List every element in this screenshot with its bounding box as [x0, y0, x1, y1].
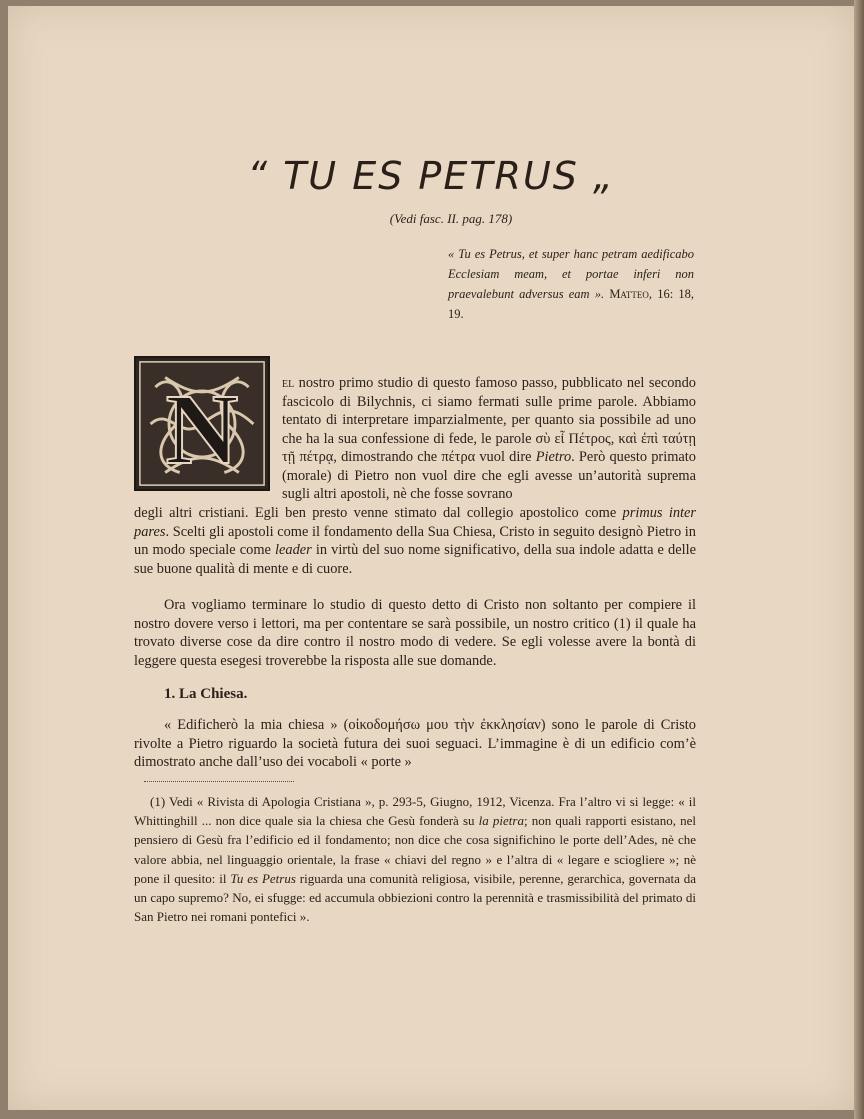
- document-page: [8, 6, 854, 1110]
- emphasis-primus: primus inter pares: [134, 505, 697, 540]
- footnote-emphasis-tu-es: Tu es Petrus: [230, 870, 296, 886]
- emphasis-pietro: Pietro: [535, 449, 572, 465]
- paragraph-1-cont-c: in virtù del suo nome significativo, della sua indole adatta e delle sue buone qualità di mente e di cuore.: [134, 542, 696, 577]
- paragraph-1-text: nostro primo studio di questo famoso passo, pubblicato nel secondo fascicolo di Bilychnis, ci siamo fermati sulle prime parole. Abbiamo tentato di interpretare imparzialmente, per quanto sia possibile ad uno che ha la sua confessione di fede, le parole σὺ εἶ Πέτρος, καὶ ἐπὶ ταύτῃ τῇ πέτρᾳ, dimostrando che πέτρα vuol dire: [282, 375, 696, 465]
- page-title: “ TU ES PETRUS „: [247, 154, 615, 198]
- ornamental-initial-N-icon: [134, 356, 270, 491]
- section-heading: 1. La Chiesa.: [164, 686, 248, 702]
- paragraph-2: Ora vogliamo terminare lo studio di questo detto di Cristo non soltanto per compiere il nostro dovere verso i lettori, ma per contentare se sarà possibile, un nostro critico (1) il quale ha trovato diverse cose da dire contro il nostro modo di vedere. Se egli volesse avere la bontà di leggere questa esegesi troverebbe la risposta alle sue domande.: [134, 597, 696, 669]
- footnote-text-a: (1) Vedi « Rivista di Apologia Cristiana », p. 293-5, Giugno, 1912, Vicenza. Fra l’altro vi si legge: « il Whittinghill ... non dice quale sia la chiesa che Gesù fonderà su: [134, 794, 696, 829]
- epigraph-reference: Matteo, 16: 18, 19.: [448, 287, 694, 321]
- epigraph-text: « Tu es Petrus, et super hanc petram aedificabo Ecclesiam meam, et portae inferi non praevalebunt adversus eam ».: [448, 247, 694, 301]
- paragraph-1-continued: [134, 504, 696, 578]
- footnote-text-c: riguarda una comunità religiosa, visibile, perenne, gerarchica, governata da un capo supremo? No, ei sfugge: ed accumula obbiezioni contro la perennità e trasmissibilità del primato di San Pietro nei romani pontefici ».: [134, 870, 696, 925]
- footnote-emphasis-pietra: la pietra: [478, 813, 524, 829]
- paragraph-3: « Edificherò la mia chiesa » (οἰκοδομήσω μου τὴν ἐκκλησίαν) sono le parole di Cristo rivolte a Pietro riguardo la società futura dei suoi seguaci. L’immagine è di un edificio com’è dimostrato anche dall’uso dei vocaboli « porte »: [134, 717, 696, 770]
- page-edge: [854, 0, 864, 1119]
- footnote-text-b: ; non quali rapporti esistano, nel pensiero di Gesù fra l’edificio ed il fondamento; non dice che cosa significhino le porte dell’Ades, nè che valore abbia, nel linguaggio orientale, la frase « chiavi del regno » e l’altra di « legare e sciogliere »; nè pone il quesito: il: [134, 813, 696, 886]
- paragraph-1-text-b: . Però questo primato (morale) di Pietro non vuol dire che egli avesse un’autorità suprema sugli altri apostoli, nè che fosse sovrano: [282, 449, 696, 502]
- page-subtitle: (Vedi fasc. II. pag. 178): [389, 211, 513, 226]
- paragraph-1-intro: [282, 374, 696, 504]
- footnote-divider: [144, 781, 294, 782]
- emphasis-leader: leader: [275, 542, 312, 558]
- paragraph-1-cont-a: degli altri cristiani. Egli ben presto venne stimato dal collegio apostolico come: [134, 505, 623, 521]
- drop-cap-graphic: [136, 358, 268, 489]
- footnote: [134, 792, 696, 926]
- drop-cap-letter: N: [165, 372, 239, 485]
- lead-word: el: [282, 375, 295, 391]
- paragraph-1-cont-b: . Scelti gli apostoli come il fondamento della Sua Chiesa, Cristo in seguito designò Pietro in un modo speciale come: [134, 523, 696, 558]
- epigraph: [448, 244, 694, 324]
